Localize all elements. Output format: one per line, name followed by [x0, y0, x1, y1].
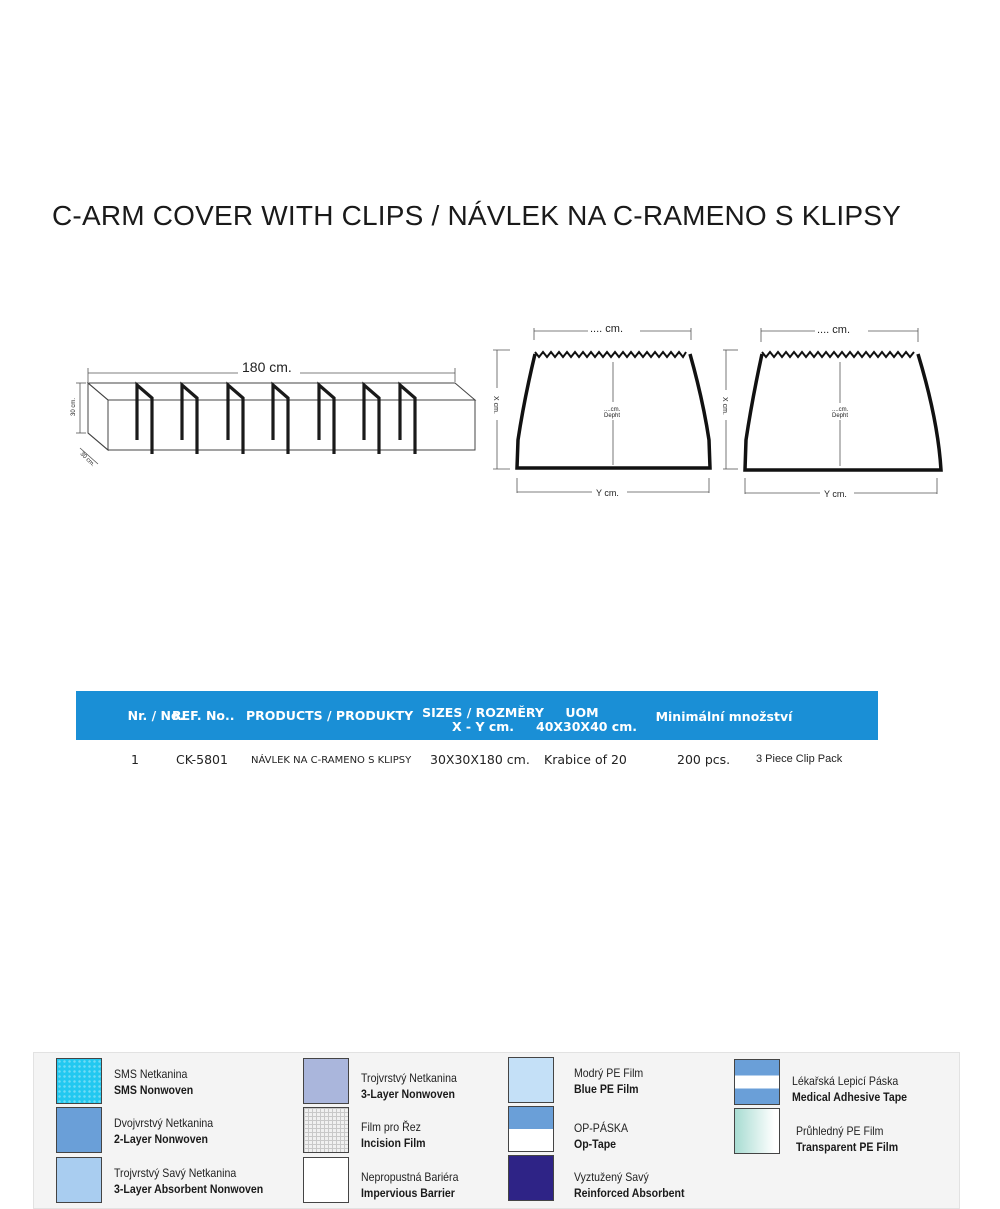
- clip-1: [137, 385, 152, 454]
- clip-3: [228, 385, 243, 454]
- bag-1-y-label: Y cm.: [596, 488, 619, 498]
- bag-2-depth-label-2: Depht: [832, 413, 849, 419]
- clip-6: [364, 385, 379, 454]
- clip-2: [182, 385, 197, 454]
- product-drawing: [0, 300, 1000, 510]
- legend-cz: Vyztužený Savý: [574, 1170, 649, 1184]
- 2-layer-nonwoven-swatch: [56, 1107, 102, 1153]
- cell-uom: Krabice of 20: [544, 752, 627, 767]
- 3-layer-absorbent-swatch: [56, 1157, 102, 1203]
- clip-5: [319, 385, 334, 454]
- legend-cz: Film pro Řez: [361, 1120, 421, 1134]
- legend-en: Op-Tape: [574, 1137, 617, 1151]
- header-uom: [536, 705, 637, 734]
- clips: [137, 385, 415, 454]
- material-legend: [33, 1052, 960, 1209]
- medical-adhesive-tape-swatch: [734, 1059, 780, 1105]
- height-dimension: [76, 383, 86, 433]
- incision-film-swatch: [303, 1107, 349, 1153]
- bag-1-x-label: X cm.: [492, 396, 499, 414]
- height-label: 30 cm.: [71, 397, 77, 416]
- table-header: [76, 691, 878, 740]
- bag-1-top-label: .... cm.: [590, 323, 623, 335]
- cell-note: 3 Piece Clip Pack: [756, 753, 843, 765]
- legend-en: 2-Layer Nonwoven: [114, 1132, 208, 1146]
- bag-2: [721, 324, 941, 499]
- legend-cz: Dvojvrstvý Netkanina: [114, 1116, 214, 1130]
- legend-cz: Nepropustná Bariéra: [361, 1170, 459, 1184]
- header-products: PRODUCTS / PRODUKTY: [246, 708, 414, 723]
- 3-layer-nonwoven-swatch: [303, 1058, 349, 1104]
- cell-nr: 1: [131, 752, 139, 767]
- header-uom-line-1: UOM: [565, 705, 599, 720]
- bag-2-depth-label-1: ....cm.: [832, 407, 849, 413]
- legend-en: Blue PE Film: [574, 1082, 639, 1096]
- legend-en: SMS Nonwoven: [114, 1083, 194, 1097]
- length-label: 180 cm.: [242, 359, 292, 375]
- legend-en: Medical Adhesive Tape: [792, 1090, 908, 1104]
- bag-2-top-label: .... cm.: [817, 324, 850, 336]
- bag-1-depth-label-2: Depht: [604, 413, 621, 419]
- legend-en: Reinforced Absorbent: [574, 1186, 685, 1200]
- transparent-pe-film-swatch: [734, 1108, 780, 1154]
- depth-label: 30 cm.: [78, 451, 96, 469]
- sms-nonwoven-swatch: [56, 1058, 102, 1104]
- cell-ref: CK-5801: [176, 752, 228, 767]
- legend-en: Impervious Barrier: [361, 1186, 455, 1200]
- cell-min: 200 pcs.: [677, 752, 731, 767]
- impervious-barrier-swatch: [303, 1157, 349, 1203]
- legend-en: Incision Film: [361, 1136, 426, 1150]
- op-tape-swatch: [508, 1106, 554, 1152]
- legend-en: 3-Layer Absorbent Nonwoven: [114, 1182, 264, 1196]
- blue-pe-film-swatch: [508, 1057, 554, 1103]
- cell-size: 30X30X180 cm.: [430, 752, 530, 767]
- clip-4: [273, 385, 288, 454]
- legend-cz: SMS Netkanina: [114, 1067, 188, 1081]
- clip-7: [400, 385, 415, 454]
- bag-1-depth-label-1: ....cm.: [604, 407, 621, 413]
- bag-2-y-label: Y cm.: [824, 489, 847, 499]
- legend-cz: OP-PÁSKA: [574, 1121, 628, 1135]
- page-title: C-ARM COVER WITH CLIPS / NÁVLEK NA C-RAMENO S KLIPSY: [52, 200, 902, 231]
- legend-cz: Trojvrstvý Netkanina: [361, 1071, 457, 1085]
- legend-cz: Modrý PE Film: [574, 1066, 644, 1080]
- header-nr: Nr. / No.: [127, 708, 185, 723]
- header-min: Minimální množství: [655, 709, 793, 724]
- header-uom-line-2: 40X30X40 cm.: [536, 719, 637, 734]
- header-sizes-line-1: SIZES / ROZMĚRY: [422, 705, 544, 720]
- header-sizes: [422, 706, 544, 734]
- header-ref: REF. No..: [172, 708, 235, 723]
- bag-2-x-label: X cm.: [721, 397, 728, 415]
- reinforced-absorbent-swatch: [508, 1155, 554, 1201]
- legend-en: 3-Layer Nonwoven: [361, 1087, 455, 1101]
- legend-cz: Trojvrstvý Savý Netkanina: [114, 1166, 237, 1180]
- legend-cz: Lékařská Lepicí Páska: [792, 1074, 899, 1088]
- header-sizes-line-2: X - Y cm.: [451, 719, 515, 734]
- cell-product: NÁVLEK NA C-RAMENO S KLIPSY: [251, 755, 412, 766]
- bag-1: [492, 323, 710, 498]
- legend-cz: Průhledný PE Film: [796, 1124, 884, 1138]
- table-row: [76, 752, 936, 772]
- legend-en: Transparent PE Film: [796, 1140, 899, 1154]
